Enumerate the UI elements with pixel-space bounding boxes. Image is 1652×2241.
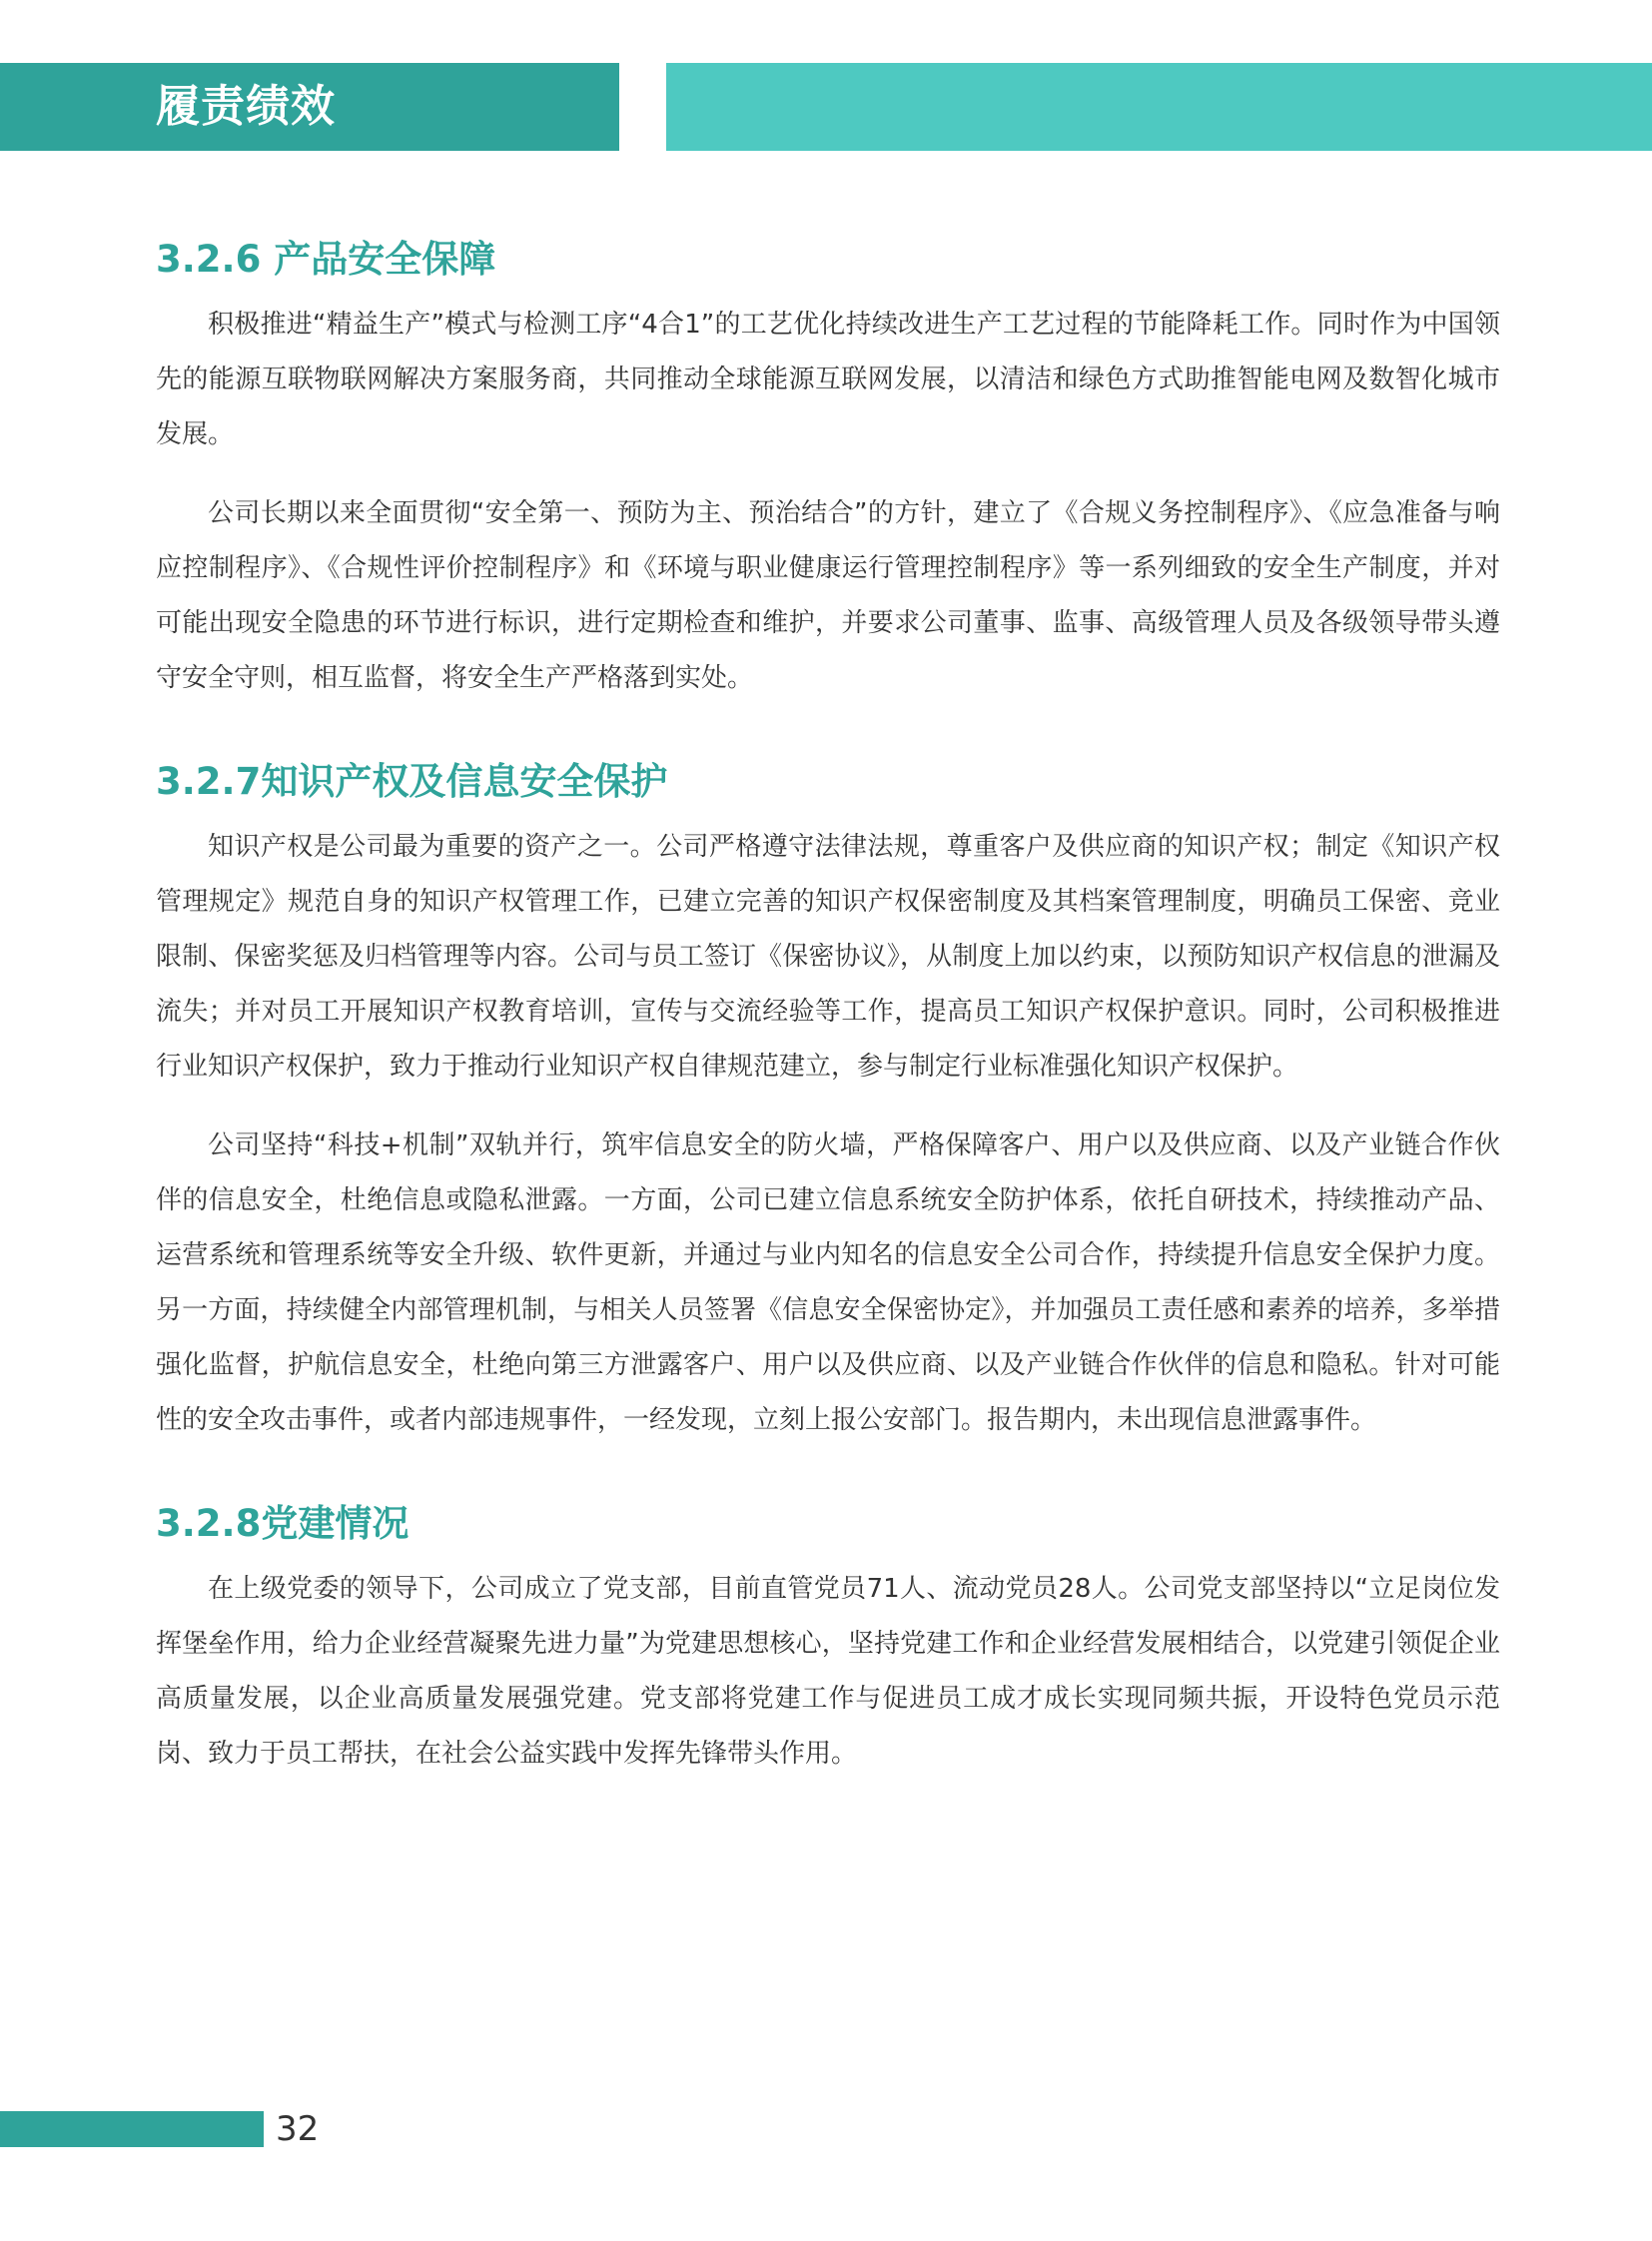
section-ip-info-security xyxy=(156,752,1500,1448)
section-party-building xyxy=(156,1494,1500,1782)
paragraph: 在上级党委的领导下，公司成立了党支部，目前直管党员71人、流动党员28人。公司党支部坚持以“立足岗位发挥堡垒作用，给力企业经营凝聚先进力量”为党建思想核心，坚持党建工作和企业经营发展相结合，以党建引领促企业高质量发展，以企业高质量发展强党建。党支部将党建工作与促进员工成才成长实现同频共振，开设特色党员示范岗、致力于员工帮扶，在社会公益实践中发挥先锋带头作用。 xyxy=(156,1574,1500,1769)
paragraph: 公司长期以来全面贯彻“安全第一、预防为主、预治结合”的方针，建立了《合规义务控制程序》、《应急准备与响应控制程序》、《合规性评价控制程序》和《环境与职业健康运行管理控制程序》等一系列细致的安全生产制度，并对可能出现安全隐患的环节进行标识，进行定期检查和维护，并要求公司董事、监事、高级管理人员及各级领导带头遵守安全守则，相互监督，将安全生产严格落到实处。 xyxy=(156,498,1500,693)
section-title: 3.2.6 产品安全保障 xyxy=(156,238,496,281)
document-body xyxy=(156,230,1500,1782)
header-banner xyxy=(0,63,619,151)
page-header-title: 履责绩效 xyxy=(156,81,336,132)
paragraph: 公司坚持“科技+机制”双轨并行，筑牢信息安全的防火墙，严格保障客户、用户以及供应商、以及产业链合作伙伴的信息安全，杜绝信息或隐私泄露。一方面，公司已建立信息系统安全防护体系，依托自研技术，持续推动产品、运营系统和管理系统等安全升级、软件更新，并通过与业内知名的信息安全公司合作，持续提升信息安全保护力度。另一方面，持续健全内部管理机制，与相关人员签署《信息安全保密协定》，并加强员工责任感和素养的培养，多举措强化监督，护航信息安全，杜绝向第三方泄露客户、用户以及供应商、以及产业链合作伙伴的信息和隐私。针对可能性的安全攻击事件，或者内部违规事件，一经发现，立刻上报公安部门。报告期内，未出现信息泄露事件。 xyxy=(156,1130,1500,1435)
paragraph: 知识产权是公司最为重要的资产之一。公司严格遵守法律法规，尊重客户及供应商的知识产权；制定《知识产权管理规定》规范自身的知识产权管理工作，已建立完善的知识产权保密制度及其档案管理制度，明确员工保密、竞业限制、保密奖惩及归档管理等内容。公司与员工签订《保密协议》，从制度上加以约束，以预防知识产权信息的泄漏及流失；并对员工开展知识产权教育培训，宣传与交流经验等工作，提高员工知识产权保护意识。同时，公司积极推进行业知识产权保护，致力于推动行业知识产权自律规范建立，参与制定行业标准强化知识产权保护。 xyxy=(156,832,1500,1082)
page-number: 32 xyxy=(276,2109,320,2149)
section-product-safety xyxy=(156,230,1500,706)
section-title: 3.2.8党建情况 xyxy=(156,1502,410,1545)
paragraph: 积极推进“精益生产”模式与检测工序“4合1”的工艺优化持续改进生产工艺过程的节能降耗工作。同时作为中国领先的能源互联物联网解决方案服务商，共同推动全球能源互联网发展，以清洁和绿色方式助推智能电网及数智化城市发展。 xyxy=(156,310,1500,449)
footer-accent-bar xyxy=(0,2111,264,2147)
section-title: 3.2.7知识产权及信息安全保护 xyxy=(156,760,668,803)
header-accent-bar xyxy=(666,63,1652,151)
